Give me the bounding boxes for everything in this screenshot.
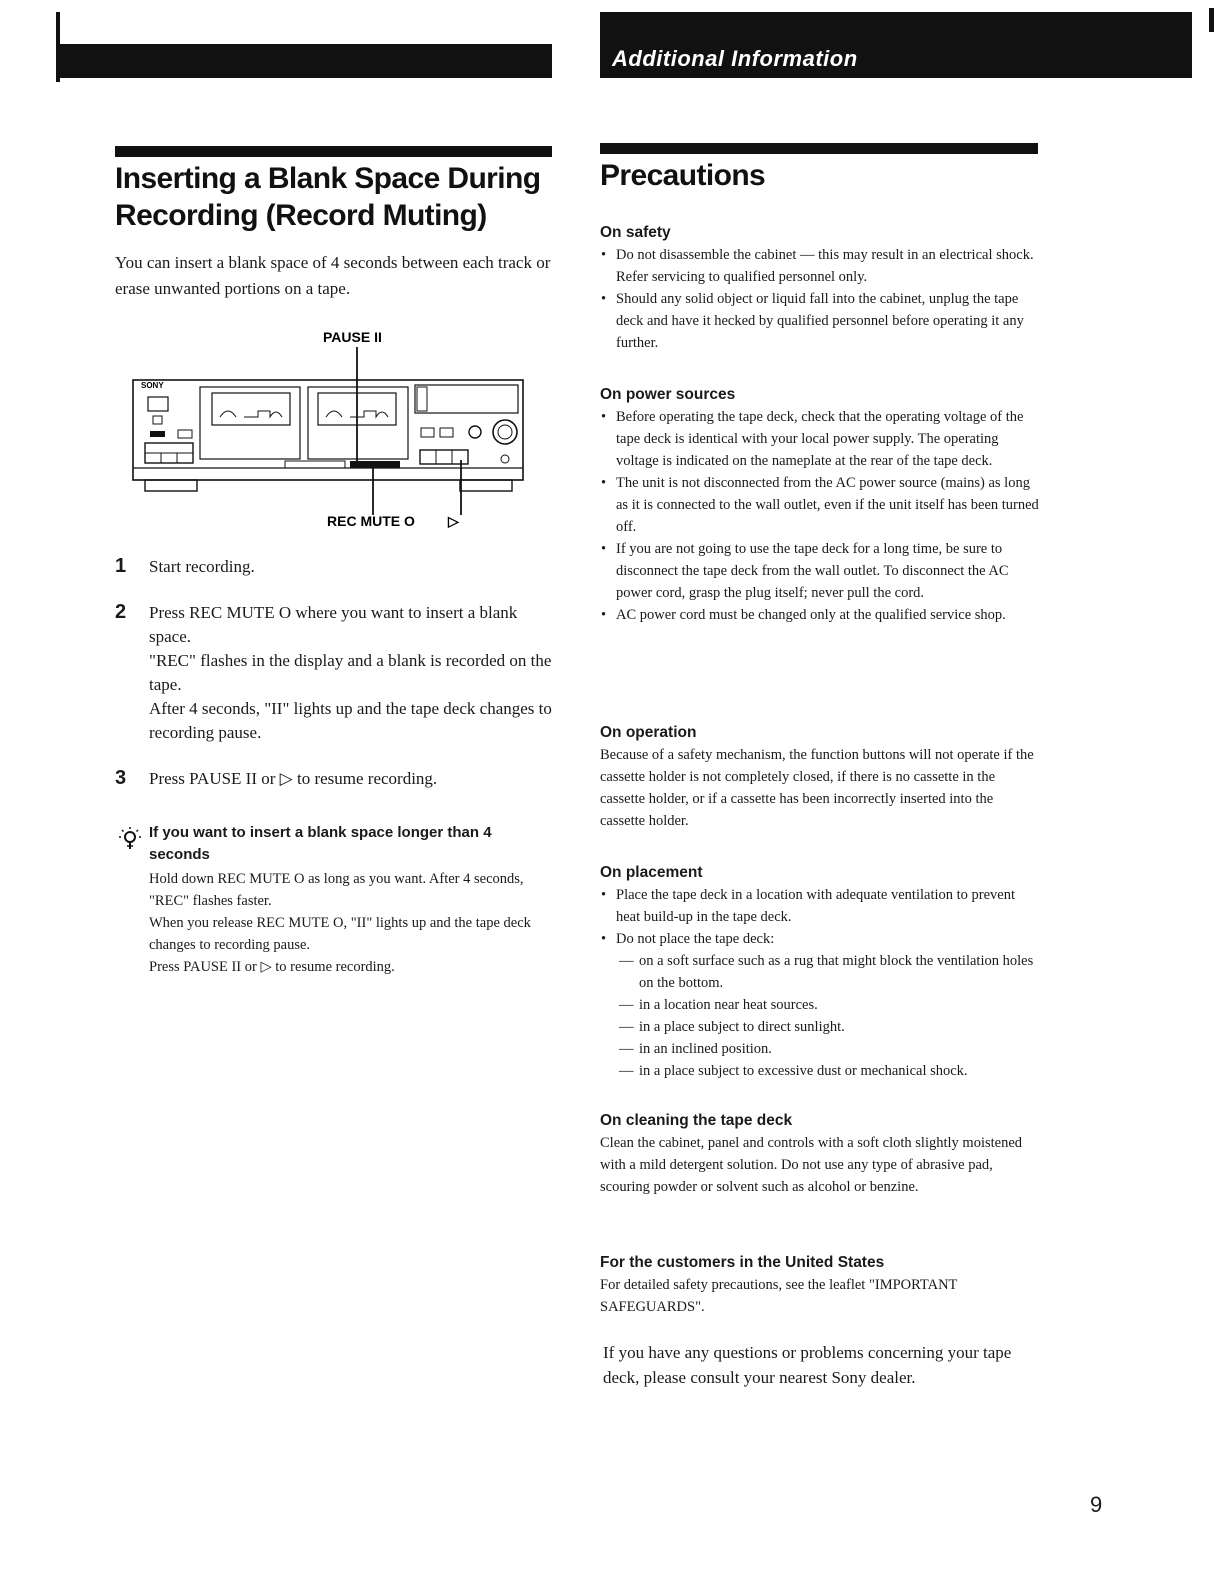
tape-deck-diagram [120,325,540,540]
section-placement [600,862,1040,1082]
step-2 [115,601,555,751]
list-item: • Do not disassemble the cabinet — this may result in an electrical shock. Refer servicing to qualified personnel only. [600,244,1040,288]
page-title-right: Precautions [600,159,766,192]
header-bar-right [600,12,1192,78]
deck-foot-left [145,480,197,491]
level-knob [493,420,517,444]
step-number: 1 [115,555,127,577]
step-line: Press REC MUTE O where you want to insert a blank space. [149,603,518,646]
cassette-reels-a [220,411,282,417]
section-heading: On placement [600,864,703,881]
title-rule-right [600,143,1038,154]
section-text: Because of a safety mechanism, the function buttons will not operate if the cassette holder is not completely closed, if there is no cassette in the cassette holder, or if a cassette has been incorrectly inserted into the cassette holder. [600,747,1034,829]
right-button-1 [421,428,434,437]
label-pause: PAUSE II [323,329,382,345]
step-number: 2 [115,601,127,623]
list-item: • If you are not going to use the tape deck for a long time, be sure to disconnect the tape deck from the wall outlet. To disconnect the AC power cord, grasp the plug itself; never pull the cord. [600,538,1040,604]
bullet-list [600,244,1040,354]
tip-line: Press PAUSE II or ▷ to resume recording. [149,959,395,975]
cassette-window-a [212,393,290,425]
step-line: "REC" flashes in the display and a blank is recorded on the tape. [149,651,552,694]
bullet-list [600,406,1040,626]
section-heading: On safety [600,224,671,241]
section-heading: For the customers in the United States [600,1254,885,1271]
closing-paragraph: If you have any questions or problems concerning your tape deck, please consult your nearest Sony dealer. [603,1343,1012,1387]
tip-heading: If you want to insert a blank space longer than 4 seconds [149,824,492,863]
power-button [148,397,168,411]
list-item: — in a location near heat sources. [619,994,1040,1016]
list-item: • The unit is not disconnected from the AC power source (mains) as long as it is connected to the wall outlet, even if the unit itself has been turned off. [600,472,1040,538]
title-rule-left [115,146,552,157]
scan-edge-mark-right [1209,8,1214,32]
section-heading: On cleaning the tape deck [600,1112,793,1129]
transport-strip-a [285,461,345,468]
step-3 [115,767,555,797]
section-cleaning [600,1110,1040,1198]
list-item: • AC power cord must be changed only at the qualified service shop. [600,604,1040,626]
small-knob [501,455,509,463]
list-item: — on a soft surface such as a rug that might block the ventilation holes on the bottom. [619,950,1040,994]
list-item: — in an inclined position. [619,1038,1040,1060]
cassette-bay-b [308,387,408,459]
step-text: Start recording. [149,557,255,576]
section-heading: On power sources [600,386,736,403]
section-text: Clean the cabinet, panel and controls with a soft cloth slightly moistened with a mild detergent solution. Do not use any type of abrasive pad, scouring powder or solvent such as alcohol or benzine. [600,1135,1023,1195]
list-item: • Do not place the tape deck: [600,928,1040,950]
page-title-left [115,160,555,234]
label-rec-mute: REC MUTE O [327,513,415,529]
section-us-customers [600,1252,1040,1318]
section-heading: On operation [600,724,697,741]
display-indicator [417,387,427,411]
phones-jack [150,431,165,437]
dash-list [600,950,1040,1082]
intro-paragraph: You can insert a blank space of 4 seconds between each track or erase unwanted portions on a tape. [115,253,551,298]
section-operation [600,722,1040,832]
list-item: • Place the tape deck in a location with adequate ventilation to prevent heat build-up in the tape deck. [600,884,1040,928]
bullet-list [600,884,1040,950]
header-bar-left [57,44,552,78]
step-number: 3 [115,767,127,789]
label-play: ▷ [448,513,459,529]
lightbulb-icon [117,826,143,852]
list-item: — in a place subject to direct sunlight. [619,1016,1040,1038]
step-text [149,601,554,745]
page-number: 9 [1090,1492,1103,1517]
cassette-bay-a [200,387,300,459]
display-window [415,385,518,413]
list-item: • Should any solid object or liquid fall into the cabinet, unplug the tape deck and have it hecked by qualified personnel before operating it any further. [600,288,1040,354]
title-line-1: Inserting a Blank Space During [115,162,541,195]
tip-line: Hold down REC MUTE O as long as you want. After 4 seconds, "REC" flashes faster. [149,871,524,909]
level-knob-inner [498,425,512,439]
section-power-sources [600,384,1040,626]
list-item: — in a place subject to excessive dust or mechanical shock. [619,1060,1040,1082]
list-item: • Before operating the tape deck, check that the operating voltage of the tape deck is identical with your local power supply. The operating voltage is indicated on the nameplate at the rear of the tape deck. [600,406,1040,472]
section-header-label: Additional Information [612,46,858,71]
small-indicator [153,416,162,424]
knob-small [469,426,481,438]
section-safety [600,222,1040,354]
brand-logo: SONY [141,381,164,390]
title-line-2: Recording (Record Muting) [115,199,487,232]
tip-body [149,868,554,978]
step-text: Press PAUSE II or ▷ to resume recording. [149,769,438,788]
section-text: For detailed safety precautions, see the leaflet "IMPORTANT SAFEGUARDS". [600,1277,958,1315]
step-line: After 4 seconds, "II" lights up and the tape deck changes to recording pause. [149,699,552,742]
step-1 [115,555,555,585]
tip-line: When you release REC MUTE O, "II" lights up and the tape deck changes to recording pause. [149,915,531,953]
right-button-2 [440,428,453,437]
deck-foot-right [460,480,512,491]
small-button [178,430,192,438]
